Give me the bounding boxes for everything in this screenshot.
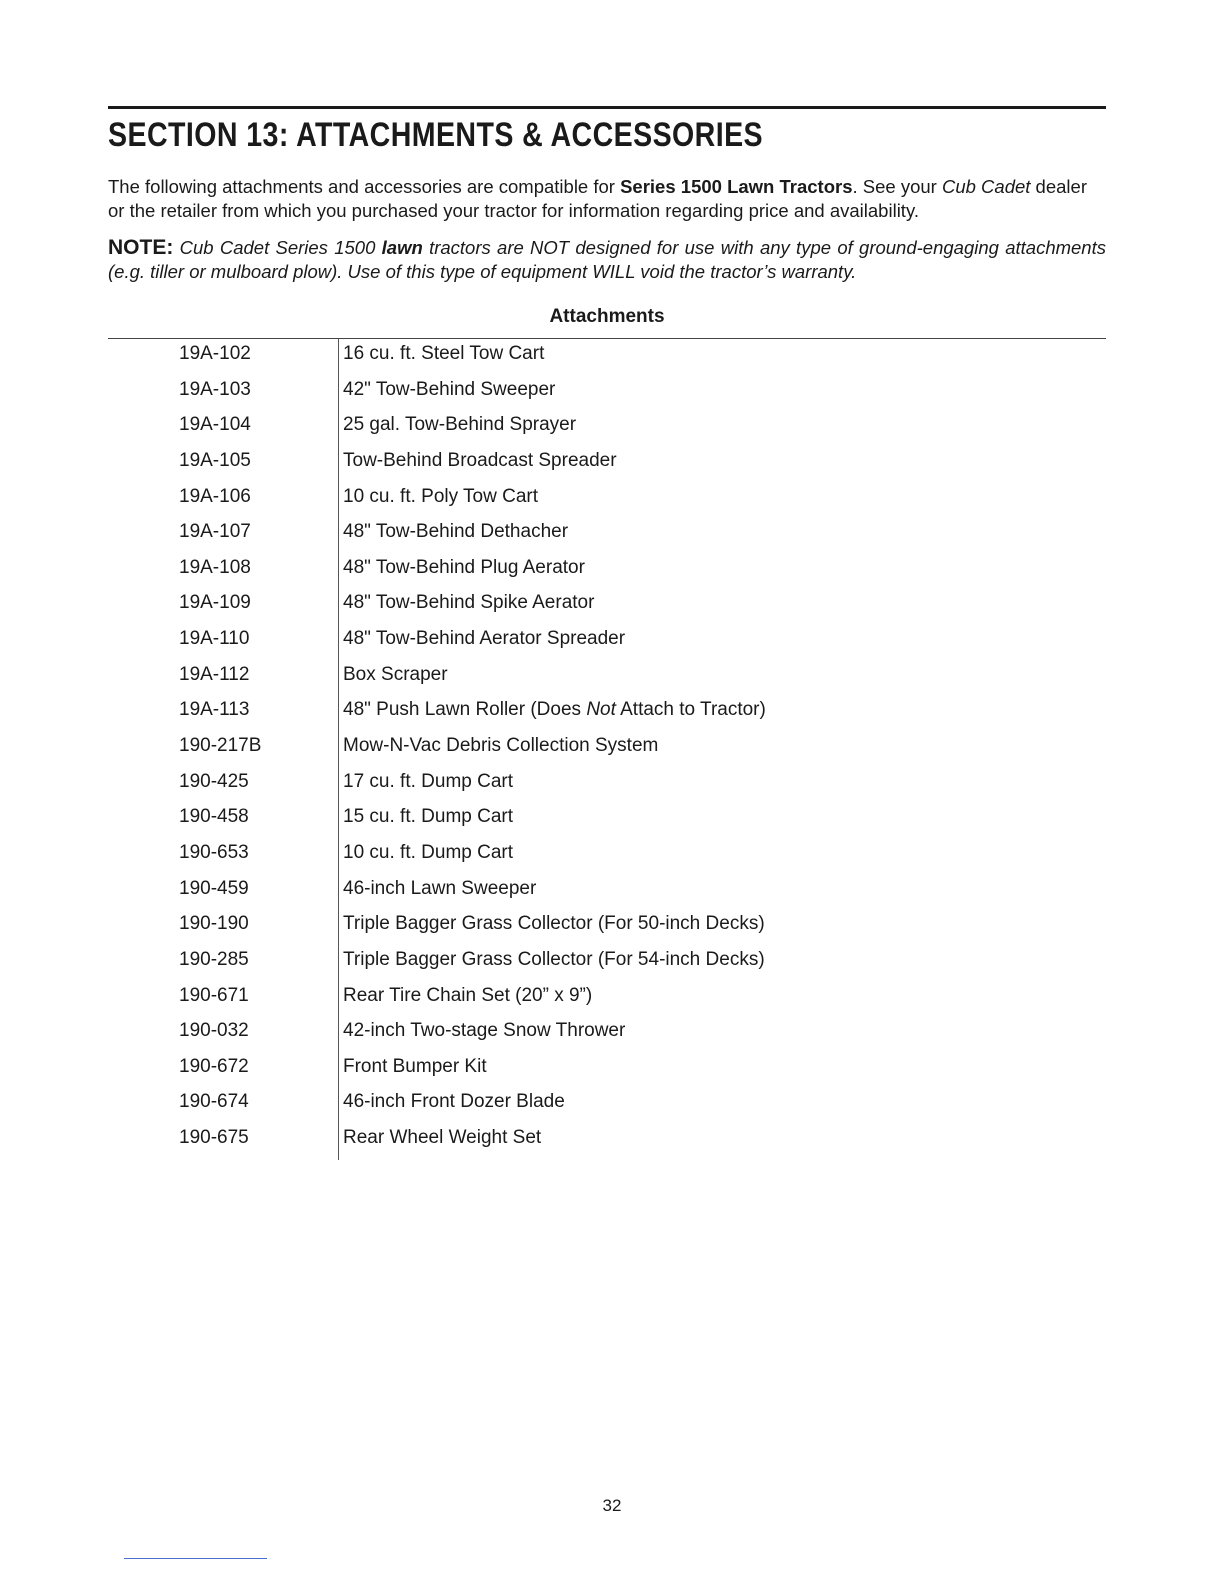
note-text-1: Cub Cadet Series 1500	[173, 237, 382, 258]
part-description: 10 cu. ft. Poly Tow Cart	[343, 485, 539, 507]
part-description: Triple Bagger Grass Collector (For 50-inch Decks)	[343, 913, 765, 935]
note-paragraph	[108, 236, 1106, 284]
attachments-table	[108, 339, 1106, 1159]
part-number: 190-675	[179, 1127, 249, 1149]
table-row	[108, 731, 1106, 767]
table-row	[108, 410, 1106, 446]
part-number: 19A-103	[179, 378, 251, 400]
part-description: 46-inch Lawn Sweeper	[343, 877, 537, 899]
table-row	[108, 945, 1106, 981]
table-row	[108, 874, 1106, 910]
part-number: 190-672	[179, 1055, 249, 1077]
table-row	[108, 802, 1106, 838]
part-number: 19A-104	[179, 414, 251, 436]
table-row	[108, 660, 1106, 696]
part-number: 190-671	[179, 984, 249, 1006]
table-row	[108, 838, 1106, 874]
part-description: 48" Tow-Behind Plug Aerator	[343, 556, 585, 578]
part-description-text-after: Attach to Tractor)	[615, 699, 766, 721]
part-description: Tow-Behind Broadcast Spreader	[343, 449, 617, 471]
table-row	[108, 446, 1106, 482]
part-number: 190-459	[179, 877, 249, 899]
part-number: 19A-110	[179, 628, 250, 650]
part-number: 190-285	[179, 948, 249, 970]
part-number: 190-674	[179, 1091, 249, 1113]
table-row	[108, 981, 1106, 1017]
intro-text-2: . See your	[852, 176, 942, 197]
table-row	[108, 1123, 1106, 1159]
part-description: 15 cu. ft. Dump Cart	[343, 806, 514, 828]
table-row	[108, 588, 1106, 624]
table-row	[108, 553, 1106, 589]
part-description: 46-inch Front Dozer Blade	[343, 1091, 565, 1113]
part-number: 190-425	[179, 770, 249, 792]
part-description: 48" Tow-Behind Dethacher	[343, 521, 569, 543]
table-row	[108, 375, 1106, 411]
table-row	[108, 1087, 1106, 1123]
part-description	[343, 699, 766, 721]
part-description: Mow-N-Vac Debris Collection System	[343, 735, 659, 757]
part-description: 48" Tow-Behind Aerator Spreader	[343, 628, 626, 650]
part-number: 19A-113	[179, 699, 250, 721]
footer-link-underline	[124, 1558, 267, 1559]
table-row	[108, 767, 1106, 803]
table-row	[108, 1016, 1106, 1052]
part-number: 190-032	[179, 1020, 249, 1042]
part-number: 19A-109	[179, 592, 251, 614]
part-description: 16 cu. ft. Steel Tow Cart	[343, 343, 545, 364]
note-text-2: tractors are NOT designed for use with any type of ground-engaging attachments (e.g. tiller or mulboard plow). Use of this type of equipment WILL void the tractor’s warranty.	[108, 237, 1106, 282]
part-description: 25 gal. Tow-Behind Sprayer	[343, 414, 577, 436]
part-number: 19A-105	[179, 449, 251, 471]
part-description-emphasis: Not	[586, 699, 616, 721]
part-number: 190-217B	[179, 735, 262, 757]
part-number: 19A-108	[179, 556, 251, 578]
part-number: 19A-102	[179, 343, 251, 364]
top-rule	[108, 106, 1106, 109]
part-description: Rear Wheel Weight Set	[343, 1127, 542, 1149]
part-description: Front Bumper Kit	[343, 1055, 487, 1077]
part-description: 17 cu. ft. Dump Cart	[343, 770, 514, 792]
part-number: 190-458	[179, 806, 249, 828]
table-row	[108, 909, 1106, 945]
part-number: 190-653	[179, 841, 249, 863]
part-number: 190-190	[179, 913, 249, 935]
table-row	[108, 517, 1106, 553]
part-number: 19A-106	[179, 485, 251, 507]
part-description: 42-inch Two-stage Snow Thrower	[343, 1020, 626, 1042]
section-title: SECTION 13: ATTACHMENTS & ACCESSORIES	[108, 116, 764, 154]
note-bold: lawn	[381, 237, 423, 258]
table-row	[108, 482, 1106, 518]
part-number: 19A-107	[179, 521, 251, 543]
part-number: 19A-112	[179, 663, 250, 685]
part-description: Box Scraper	[343, 663, 448, 685]
page-number: 32	[602, 1496, 622, 1515]
table-title: Attachments	[549, 306, 665, 327]
table-row	[108, 1052, 1106, 1088]
table-row	[108, 624, 1106, 660]
part-description: Rear Tire Chain Set (20” x 9”)	[343, 984, 593, 1006]
note-label: NOTE:	[108, 236, 174, 259]
part-description: 42" Tow-Behind Sweeper	[343, 378, 556, 400]
intro-text-1: The following attachments and accessories are compatible for	[108, 176, 621, 197]
intro-paragraph	[108, 175, 1108, 223]
intro-text-3: dealer or the retailer from which you purchased your tractor for information regarding price and availability.	[108, 176, 1087, 221]
part-description-text: 48" Push Lawn Roller (Does	[343, 699, 587, 721]
intro-italic: Cub Cadet	[941, 176, 1031, 197]
part-description: 10 cu. ft. Dump Cart	[343, 841, 514, 863]
part-description: Triple Bagger Grass Collector (For 54-inch Decks)	[343, 948, 765, 970]
table-row	[108, 695, 1106, 731]
part-description: 48" Tow-Behind Spike Aerator	[343, 592, 595, 614]
table-row	[108, 339, 1106, 375]
intro-bold: Series 1500 Lawn Tractors	[620, 176, 853, 197]
